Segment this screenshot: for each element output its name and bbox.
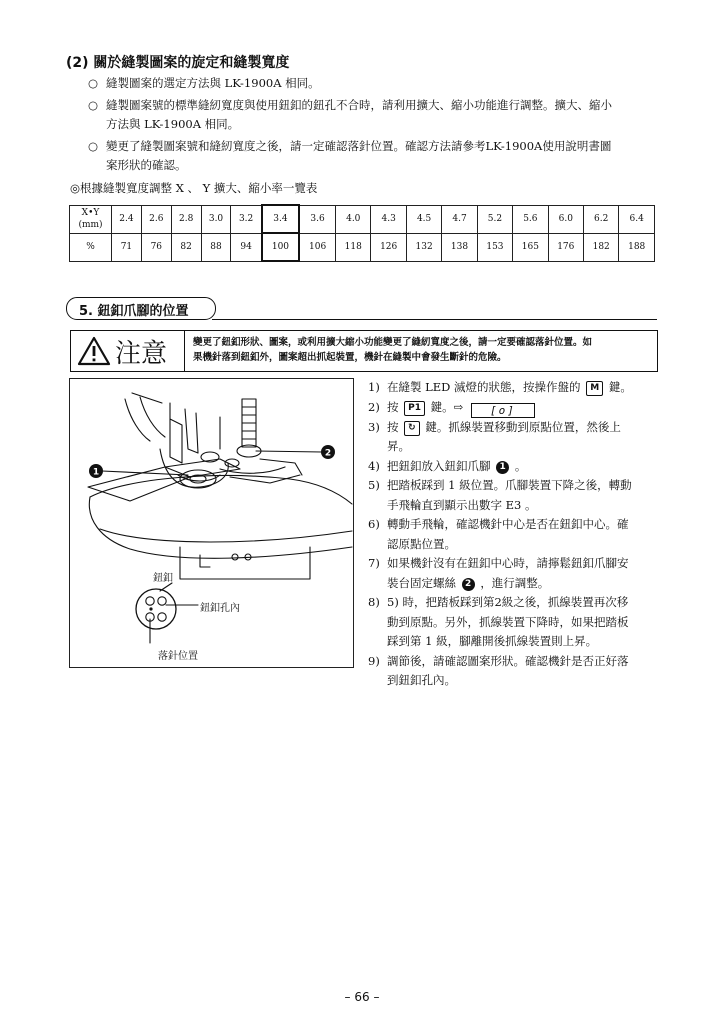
table-cell: 4.5 [406,205,441,233]
caution-line: 變更了鈕釦形狀、圖案，或利用擴大縮小功能變更了縫紉寬度之後，請一定要確認落針位置。如 [193,337,593,348]
table-cell: 76 [141,233,171,261]
table-cell: 71 [112,233,142,261]
table-cell: 6.0 [548,205,583,233]
m-key-icon: M [586,381,603,396]
warning-triangle-icon [77,336,111,366]
bullet-text: 案形狀的確認。 [106,158,187,172]
bullet-item [88,137,660,175]
table-row-widths [70,205,655,233]
step-number: 7) [368,556,380,570]
step-number: 8) [368,595,380,609]
table-cell: 94 [231,233,262,261]
table-cell: 6.4 [619,205,655,233]
step-text: 昇。 [387,439,410,453]
table-cell: 138 [442,233,477,261]
table-cell: 126 [371,233,406,261]
page-number: – 66 – [344,990,380,1004]
header-unit-label: (mm) [78,220,103,230]
step-text: 。 [514,458,527,473]
step-text: ，進行調整。 [480,575,550,590]
section-title: (2) 關於縫製圖案的旋定和縫製寬度 [66,55,290,71]
table-cell: 165 [513,233,548,261]
step-text: 手飛輪直到顯示出數字 E3 。 [387,497,537,512]
step-item [368,515,660,554]
table-cell-highlighted: 100 [262,233,299,261]
table-cell: 118 [336,233,371,261]
caution-box [70,330,658,372]
table-cell: 88 [201,233,231,261]
table-cell: 106 [299,233,335,261]
step-text: 鍵。 [608,380,632,394]
bullet-item [88,74,660,93]
header-xy-label: X•Y [81,208,100,218]
table-cell: 3.6 [299,205,335,233]
bullet-marker: ○ [88,76,99,90]
table-cell: 5.6 [513,205,548,233]
table-header-xy [70,205,112,233]
step-item [368,457,660,477]
machine-figure [69,378,354,668]
label-needle-position: 落針位置 [158,651,198,662]
caution-word: 注意 [115,338,168,369]
step-number: 9) [368,653,380,668]
table-cell: 5.2 [477,205,512,233]
step-text: 動到原點。另外，抓線裝置下降時，如果把踏板 [387,614,629,629]
label-button-hole: 鈕釦孔內 [200,603,240,614]
step-text: 把鈕釦放入鈕釦爪腳 [387,458,491,473]
ratio-table [69,204,655,262]
callout-1-badge: 1 [496,461,509,474]
section5-heading: 5. 鈕釦爪腳的位置 [66,297,216,320]
step-text: 5) 時，把踏板踩到第2級之後，抓線裝置再次移 [387,595,629,609]
reset-key-icon: ↻ [404,421,420,436]
step-text: 調節後，請確認圖案形狀。確認機針是否正好落 [387,653,629,668]
step-number: 5) [368,478,380,492]
step-number: 2) [368,399,380,414]
led-display: [o] [471,403,535,418]
label-button: 鈕釦 [153,573,173,584]
step-text: 把踏板踩到 1 級位置。爪腳裝置下降之後，轉動 [387,478,632,492]
button-clamp-illustration [70,379,353,667]
caution-lead [71,331,185,371]
step-item [368,652,660,691]
p1-key-icon: P1 [404,401,425,416]
bullet-text: 縫製圖案號的標準縫紉寬度與使用鈕釦的鈕孔不合時，請利用擴大、縮小功能進行調整。擴大、縮小 [106,98,612,112]
table-cell: 188 [619,233,655,261]
table-cell: 4.0 [336,205,371,233]
step-text: 鍵。抓線裝置移動到原點位置，然後上 [425,419,621,434]
step-item [368,418,660,457]
table-cell: 4.7 [442,205,477,233]
table-cell: 82 [171,233,201,261]
step-item [368,476,660,515]
step-number: 6) [368,517,380,531]
step-item [368,398,660,418]
table-cell: 2.4 [112,205,142,233]
svg-text:2: 2 [324,448,332,459]
bullet-marker: ○ [88,139,99,153]
table-header-percent: % [70,233,112,261]
bullet-text: 縫製圖案的選定方法與 LK-1900A 相同。 [106,76,320,90]
step-text: 轉動手飛輪，確認機針中心是否在鈕釦中心。確 [387,517,629,531]
step-text: 裝台固定螺絲 [387,575,456,590]
callout-2-badge: 2 [462,578,475,591]
caution-line: 果機針落到鈕釦外，圖案超出抓起裝置，機針在縫製中會發生斷針的危險。 [193,352,507,363]
table-cell: 182 [584,233,619,261]
bullet-list [88,74,660,178]
step-text: 認原點位置。 [387,536,456,551]
table-cell: 6.2 [584,205,619,233]
table-cell: 153 [477,233,512,261]
caution-message [185,331,657,371]
bullet-item [88,96,660,134]
step-text: 在縫製 LED 滅燈的狀態，按操作盤的 [387,380,581,394]
step-text: 按 [387,399,399,414]
step-text: 到鈕釦孔內。 [387,673,456,687]
step-number: 1) [368,380,380,394]
table-cell: 3.0 [201,205,231,233]
bullet-text: 方法與 LK-1900A 相同。 [106,117,240,131]
step-text: 如果機針沒有在鈕釦中心時，請擰鬆鈕釦爪腳安 [387,556,629,570]
table-cell: 4.3 [371,205,406,233]
table-cell: 3.2 [231,205,262,233]
step-text: 踩到第 1 級，腳離開後抓線裝置則上昇。 [387,634,598,648]
procedure-steps [368,378,660,691]
step-item [368,554,660,593]
step-item [368,593,660,652]
step-number: 3) [368,419,380,434]
table-cell-highlighted: 3.4 [262,205,299,233]
svg-text:1: 1 [92,467,100,478]
section-divider [212,319,657,320]
table-caption: ◎根據縫製寬度調整 X 、 Y 擴大、縮小率一覽表 [70,181,318,195]
table-cell: 2.8 [171,205,201,233]
table-cell: 176 [548,233,583,261]
step-text: 鍵。⇨ [430,399,464,414]
bullet-text: 變更了縫製圖案號和縫紉寬度之後，請一定確認落針位置。確認方法請參考LK-1900A使用說明書圖 [106,139,612,153]
step-item [368,378,660,398]
step-text: 按 [387,419,399,434]
step-number: 4) [368,458,380,473]
table-cell: 2.6 [141,205,171,233]
table-row-percents [70,233,655,261]
table-cell: 132 [406,233,441,261]
bullet-marker: ○ [88,98,99,112]
